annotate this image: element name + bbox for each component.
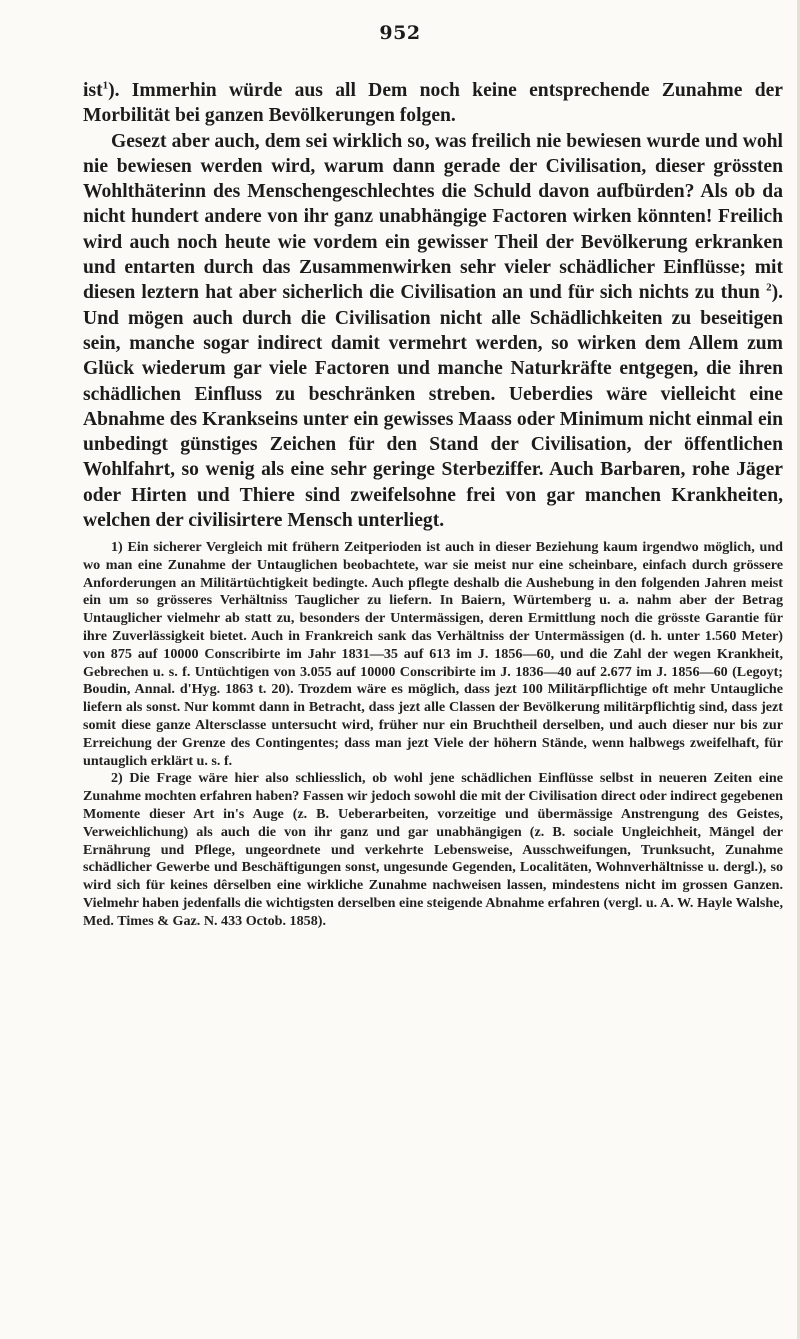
page-number: 952 [379, 22, 421, 44]
footnote-ref-1: 1 [102, 79, 109, 92]
footnote-ref-2: 2 [766, 281, 772, 294]
paragraph-2-start: Gesezt aber auch, dem sei wirklich so, was freilich nie bewiesen wurde und wohl nie bewiesen werden wird, warum dann gerade der Civilisation, dieser grössten Wohlthäterinn des Menschengeschlechtes die Schuld davon aufbürden? Als ob da nicht hundert andere von ihr ganz unabhängige Factoren wirken könnten! Freilich wird auch noch heute wie vordem ein gewisser Theil der Bevölkerung erkranken und entarten durch das Zusammenwirken sehr vieler schädlicher Einflüsse; mit diesen leztern hat aber sicherlich die Civilisation an und für sich nichts zu thun [83, 130, 783, 304]
paragraph-1-rest: ). Immerhin würde aus all Dem noch keine entsprechende Zunahme der Morbilität bei ganzen Bevölkerungen folgen. [83, 80, 783, 127]
main-text [83, 78, 783, 533]
footnote-2: 2) Die Frage wäre hier also schliesslich, ob wohl jene schädlichen Einflüsse selbst in neueren Zeiten eine Zunahme mochten erfahren haben? Fassen wir jedoch sowohl die mit der Civilisation direct oder indirect gegebenen Momente dieser Art in's Auge (z. B. Ueberarbeiten, vorzeitige und übermässige Anstrengung des Geistes, Verweichlichung) als auch die von ihr ganz und gar unabhängigen (z. B. sociale Ungleichheit, Mängel der Ernährung und Pflege, ungeordnete und verkehrte Lebensweise, Ausschweifungen, Trunksucht, Zunahme schädlicher Gewerbe und Beschäftigungen sonst, ungesunde Gegenden, Localitäten, Wohnverhältnisse u. dergl.), so wird sich für keines dêrselben eine wirkliche Zunahme nachweisen lassen, mindestens nicht im grossen Ganzen. Vielmehr haben jedenfalls die wichtigsten derselben eine steigende Abnahme erfahren (vergl. u. A. W. Hayle Walshe, Med. Times & Gaz. N. 433 Octob. 1858). [83, 770, 783, 929]
paragraph-1 [83, 78, 783, 129]
paragraph-2 [83, 129, 783, 534]
footnote-1: 1) Ein sicherer Vergleich mit frühern Zeitperioden ist auch in dieser Beziehung kaum irgendwo möglich, und wo man eine Zunahme der Untauglichen beobachtete, war sie meist nur eine scheinbare, einfach durch grössere Anforderungen an Militärtüchtigkeit bedingte. Auch pflegte deshalb die Aushebung in den folgenden Jahren meist ein um so grösseres Verhältniss Tauglicher zu liefern. In Baiern, Würtemberg u. a. nahm aber der Betrag Untauglicher vielmehr ab statt zu, besonders der Untermässigen, deren Ermittlung noch die grösste Garantie für ihre Zuverlässigkeit bietet. Auch in Frankreich sank das Verhältniss der Untermässigen (d. h. unter 1.560 Meter) von 875 auf 10000 Conscribirte im Jahr 1831—35 auf 613 im J. 1856—60, und die Zahl der wegen Krankheit, Gebrechen u. s. f. Untüchtigen von 3.055 auf 10000 Conscribirte im J. 1836—40 auf 2.677 im J. 1856—60 (Legoyt; Boudin, Annal. d'Hyg. 1863 t. 20). Trozdem wäre es möglich, dass jezt 100 Militärpflichtige oft mehr Untaugliche liefern als sonst. Nur kommt dann in Betracht, dass jezt alle Classen der Bevölkerung militärpflichtig sind, dass jezt somit diese ganze Altersclasse untersucht wird, früher nur ein Bruchtheil derselben, und auch dieser nur bis zur Erreichung der Grenze des Contingentes; dass man jezt Viele der höhern Stände, wenn halbwegs zweifelhaft, für untauglich erklärt u. s. f. [83, 539, 783, 769]
paragraph-2-rest: ). Und mögen auch durch die Civilisation nicht alle Schädlichkeiten zu beseitigen sein, manche sogar indirect damit vermehrt werden, so wirken dem Allem zum Glück wiederum gar viele Factoren und manche Naturkräfte entgegen, die ihren schädlichen Einfluss zu beschränken streben. Ueberdies wäre vielleicht eine Abnahme des Krankseins unter ein gewisses Maass oder Minimum nicht einmal ein unbedingt günstiges Zeichen für den Stand der Civilisation, der öffentlichen Wohlfahrt, so wenig als eine sehr geringe Sterbeziffer. Auch Barbaren, rohe Jäger oder Hirten und Thiere sind zweifelsohne frei von gar manchen Krankheiten, welchen der civilisirtere Mensch unterliegt. [83, 282, 783, 532]
paragraph-1-start: ist [83, 80, 103, 101]
footnotes [83, 539, 783, 931]
